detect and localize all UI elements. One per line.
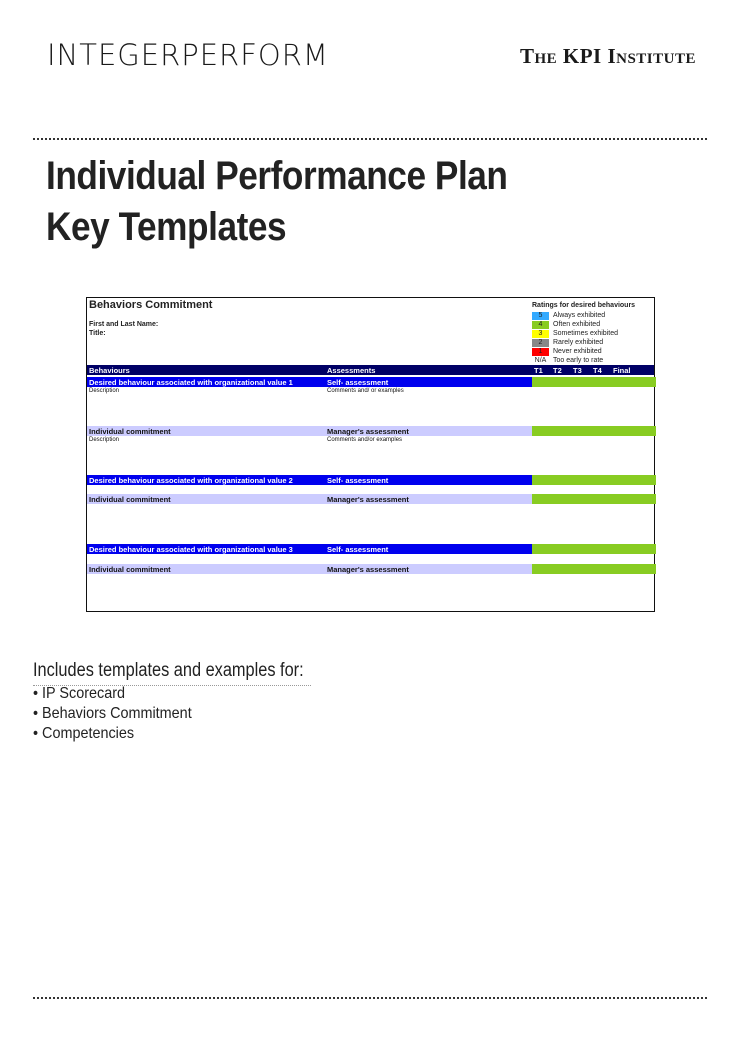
self-assessment-label: Self- assessment	[327, 378, 389, 387]
comments-text: Comments and/or examples	[327, 437, 403, 443]
commitment-label: Individual commitment	[89, 495, 171, 504]
col-t2: T2	[553, 366, 562, 375]
value-row	[87, 544, 654, 554]
col-behaviours: Behaviours	[89, 366, 130, 375]
behaviors-commitment-template	[86, 297, 655, 612]
self-assessment-label: Self- assessment	[327, 545, 389, 554]
manager-assessment-label: Manager's assessment	[327, 565, 409, 574]
manager-assessment-label: Manager's assessment	[327, 495, 409, 504]
commitment-label: Individual commitment	[89, 427, 171, 436]
value-row	[87, 475, 654, 485]
legend-code: 2	[532, 339, 549, 347]
legend-code: N/A	[532, 357, 549, 365]
value-label: Desired behaviour associated with organizational value 1	[89, 378, 293, 387]
value-label: Desired behaviour associated with organizational value 3	[89, 545, 293, 554]
ratings-legend	[532, 302, 652, 365]
page-title-line1: Individual Performance Plan	[46, 154, 508, 198]
legend-code: 3	[532, 330, 549, 338]
legend-row	[532, 356, 652, 365]
rating-cell	[532, 544, 656, 554]
legend-row	[532, 329, 652, 338]
rating-cell	[532, 564, 656, 574]
title-label: Title:	[89, 330, 106, 337]
include-item-competencies: • Competencies	[33, 725, 135, 742]
legend-label: Often exhibited	[553, 321, 601, 328]
brand-logo-integerperform: INTEGERPERFORM	[47, 38, 329, 72]
col-t1: T1	[534, 366, 543, 375]
include-item-behaviors-commitment: • Behaviors Commitment	[33, 705, 192, 722]
legend-row	[532, 320, 652, 329]
legend-code: 1	[532, 348, 549, 356]
legend-row	[532, 347, 652, 356]
legend-label: Too early to rate	[553, 357, 604, 364]
manager-assessment-label: Manager's assessment	[327, 427, 409, 436]
description-text: Description	[89, 388, 120, 394]
rating-cell	[532, 494, 656, 504]
template-heading: Behaviors Commitment	[89, 299, 213, 311]
col-t3: T3	[573, 366, 582, 375]
self-assessment-label: Self- assessment	[327, 476, 389, 485]
comments-text: Comments and/ or examples	[327, 388, 404, 394]
rating-cell	[532, 377, 656, 387]
bottom-divider	[33, 997, 707, 999]
legend-label: Never exhibited	[553, 348, 602, 355]
col-final: Final	[613, 366, 631, 375]
value-label: Desired behaviour associated with organizational value 2	[89, 476, 293, 485]
legend-row	[532, 311, 652, 320]
legend-label: Sometimes exhibited	[553, 330, 618, 337]
legend-label: Rarely exhibited	[553, 339, 604, 346]
include-item-ip-scorecard: • IP Scorecard	[33, 685, 126, 702]
value-row	[87, 377, 654, 387]
legend-label: Always exhibited	[553, 312, 606, 319]
commitment-label: Individual commitment	[89, 565, 171, 574]
legend-code: 5	[532, 312, 549, 320]
legend-row	[532, 338, 652, 347]
legend-code: 4	[532, 321, 549, 329]
description-text: Description	[89, 437, 120, 443]
commitment-row	[87, 494, 654, 504]
brand-logo-kpi-institute: The KPI Institute	[519, 44, 696, 68]
rating-cell	[532, 426, 656, 436]
page-title-line2: Key Templates	[46, 205, 287, 249]
first-last-name-label: First and Last Name:	[89, 321, 159, 328]
commitment-row	[87, 426, 654, 436]
rating-cell	[532, 475, 656, 485]
table-header-row	[87, 365, 654, 375]
top-divider	[33, 138, 707, 140]
includes-heading: Includes templates and examples for:	[33, 660, 304, 681]
col-t4: T4	[593, 366, 602, 375]
legend-title: Ratings for desired behaviours	[532, 302, 636, 309]
commitment-row	[87, 564, 654, 574]
col-assessments: Assessments	[327, 366, 376, 375]
